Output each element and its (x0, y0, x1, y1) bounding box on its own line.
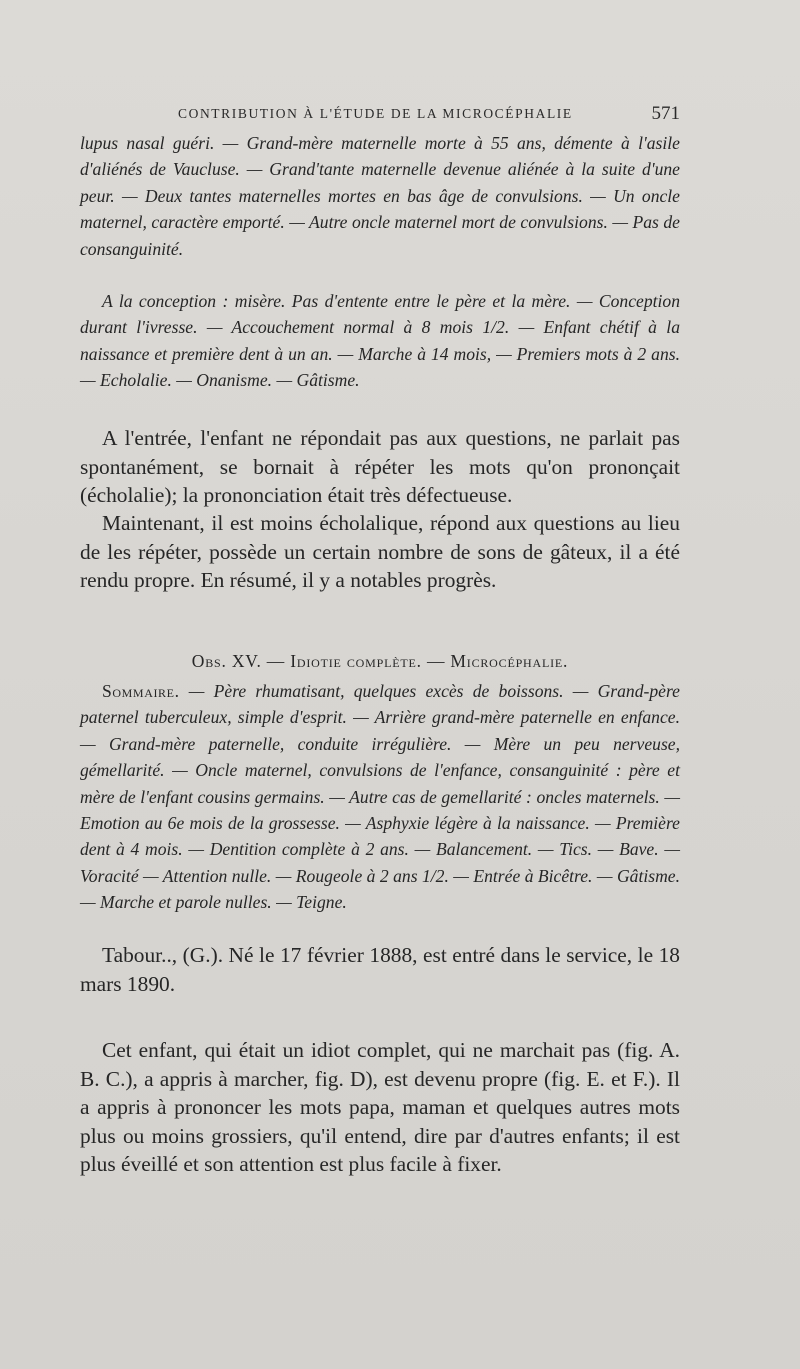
patient-entry-paragraph: Tabour.., (G.). Né le 17 février 1888, est entré dans le service, le 18 mars 1890. (80, 943, 680, 996)
family-history-paragraph: lupus nasal guéri. — Grand-mère maternelle morte à 55 ans, démente à l'asile d'aliénés de Vaucluse. — Grand'tante maternelle devenue aliénée à la suite d'une peur. — Deux tantes maternelles mortes en bas âge de convulsions. — Un oncle maternel, caractère emporté. — Autre oncle maternel mort de convulsions. — Pas de consanguinité. (80, 133, 680, 259)
page-number: 571 (651, 103, 680, 124)
observation-heading: Obs. XV. — Idiotie complète. — Microcéphalie. (191, 651, 569, 671)
progress-paragraph: Maintenant, il est moins écholalique, répond aux questions au lieu de les répéter, possède un certain nombre de sons de gâteux, il a été rendu propre. En résumé, il y a notables progrès. (80, 511, 680, 592)
summary-label: Sommaire. (102, 681, 180, 701)
admission-paragraph: A l'entrée, l'enfant ne répondait pas aux questions, ne parlait pas spontanément, se bornait à répéter les mots qu'on prononçait (écholalie); la prononciation était très défectueuse. (80, 426, 680, 507)
summary-text: — Père rhumatisant, quelques excès de boissons. — Grand-père paternel tuberculeux, simple d'esprit. — Arrière grand-mère paternelle en enfance. — Grand-mère paternelle, conduite irrégulière. — Mère un peu nerveuse, gémellarité. — Oncle maternel, convulsions de l'enfance, consanguinité : père et mère de l'enfant cousins germains. — Autre cas de gemellarité : oncles maternels. — Emotion au 6e mois de la grossesse. — Asphyxie légère à la naissance. — Première dent à 4 mois. — Dentition complète à 2 ans. — Balancement. — Tics. — Bave. — Voracité — Attention nulle. — Rougeole à 2 ans 1/2. — Entrée à Bicêtre. — Gâtisme. — Marche et parole nulles. — Teigne. (80, 681, 680, 913)
page-header (80, 101, 680, 127)
summary-paragraph (80, 678, 680, 916)
running-title: CONTRIBUTION À L'ÉTUDE DE LA MICROCÉPHALIE (178, 106, 573, 121)
patient-description-paragraph: Cet enfant, qui était un idiot complet, qui ne marchait pas (fig. A. B. C.), a appris à marcher, fig. D), est devenu propre (fig. E. et F.). Il a appris à prononcer les mots papa, maman et quelques autres mots plus ou moins grossiers, qu'il entend, dire par d'autres enfants; il est plus éveillé et son attention est plus facile à fixer. (80, 1038, 680, 1176)
conception-paragraph: A la conception : misère. Pas d'entente entre le père et la mère. — Conception durant l'ivresse. — Accouchement normal à 8 mois 1/2. — Enfant chétif à la naissance et première dent à un an. — Marche à 14 mois, — Premiers mots à 2 ans. — Echolalie. — Onanisme. — Gâtisme. (80, 291, 680, 391)
